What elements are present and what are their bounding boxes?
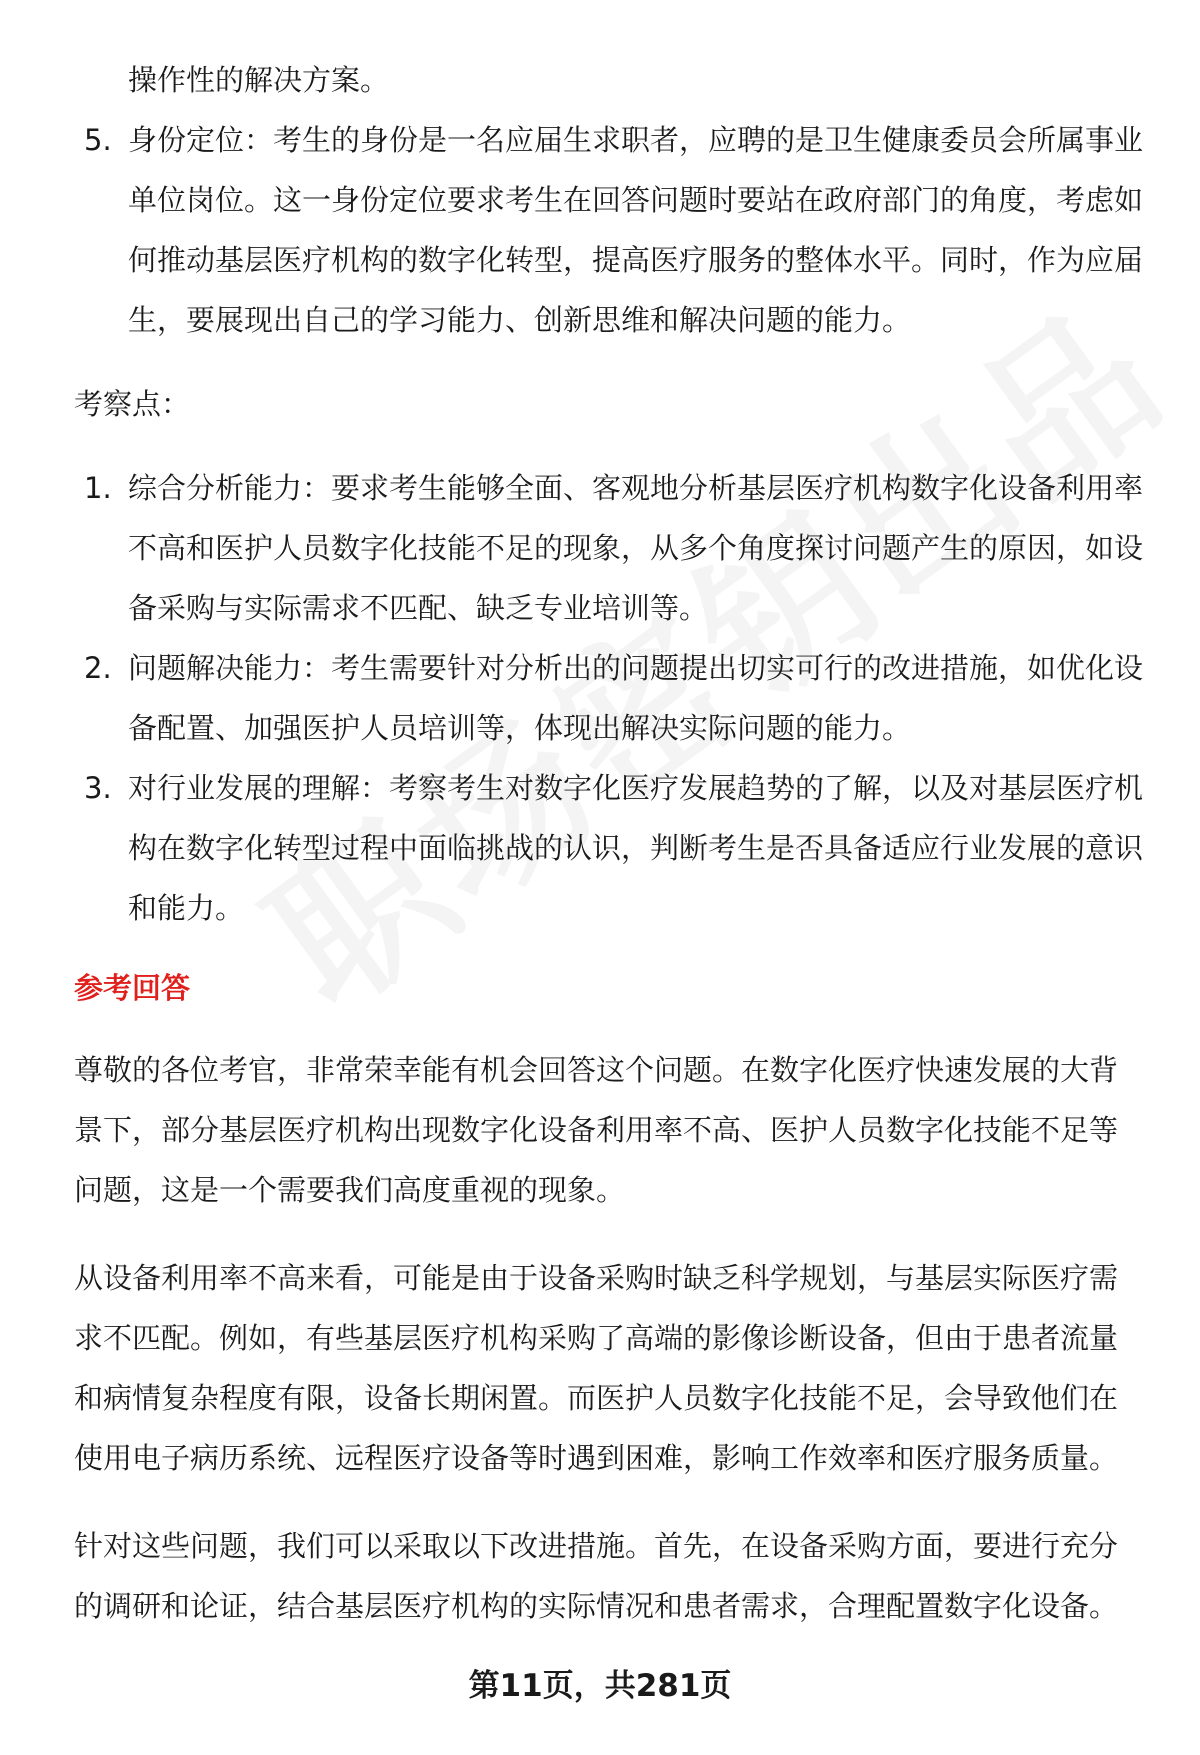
- list-item-text: 身份定位：考生的身份是一名应届生求职者，应聘的是卫生健康委员会所属事业单位岗位。这一身份定位要求考生在回答问题时要站在政府部门的角度，考虑如何推动基层医疗机构的数字化转型，提高医疗服务的整体水平。同时，作为应届生，要展现出自己的学习能力、创新思维和解决问题的能力。: [128, 123, 1144, 337]
- list-number: 3.: [84, 771, 112, 805]
- list-number: 2.: [84, 651, 112, 685]
- assessment-label: 考察点：: [74, 387, 191, 421]
- assessment-list: [74, 458, 1144, 938]
- continuation-text: 操作性的解决方案。: [128, 63, 390, 97]
- answer-paragraph: 尊敬的各位考官，非常荣幸能有机会回答这个问题。在数字化医疗快速发展的大背景下，部分基层医疗机构出现数字化设备利用率不高、医护人员数字化技能不足等问题，这是一个需要我们高度重视的现象。: [74, 1053, 1119, 1207]
- list-item-text: 对行业发展的理解：考察考生对数字化医疗发展趋势的了解，以及对基层医疗机构在数字化转型过程中面临挑战的认识，判断考生是否具备适应行业发展的意识和能力。: [128, 771, 1144, 925]
- list-item-text: 综合分析能力：要求考生能够全面、客观地分析基层医疗机构数字化设备利用率不高和医护人员数字化技能不足的现象，从多个角度探讨问题产生的原因，如设备采购与实际需求不匹配、缺乏专业培训等。: [128, 471, 1144, 625]
- document-body: [74, 50, 1144, 1664]
- answer-paragraph: 针对这些问题，我们可以采取以下改进措施。首先，在设备采购方面，要进行充分的调研和论证，结合基层医疗机构的实际情况和患者需求，合理配置数字化设备。: [74, 1529, 1119, 1623]
- list-item-identity: [74, 110, 1144, 350]
- list-item: [74, 758, 1144, 938]
- page-number: 第11页，共281页: [468, 1668, 732, 1704]
- list-number: 1.: [84, 471, 112, 505]
- list-item: [74, 638, 1144, 758]
- list-number: 5.: [84, 123, 112, 157]
- identity-list: [74, 110, 1144, 350]
- list-item-text: 问题解决能力：考生需要针对分析出的问题提出切实可行的改进措施，如优化设备配置、加强医护人员培训等，体现出解决实际问题的能力。: [128, 651, 1144, 745]
- answer-paragraph: 从设备利用率不高来看，可能是由于设备采购时缺乏科学规划，与基层实际医疗需求不匹配。例如，有些基层医疗机构采购了高端的影像诊断设备，但由于患者流量和病情复杂程度有限，设备长期闲置。而医护人员数字化技能不足，会导致他们在使用电子病历系统、远程医疗设备等时遇到困难，影响工作效率和医疗服务质量。: [74, 1261, 1119, 1475]
- answer-heading: 参考回答: [74, 971, 191, 1005]
- list-item: [74, 458, 1144, 638]
